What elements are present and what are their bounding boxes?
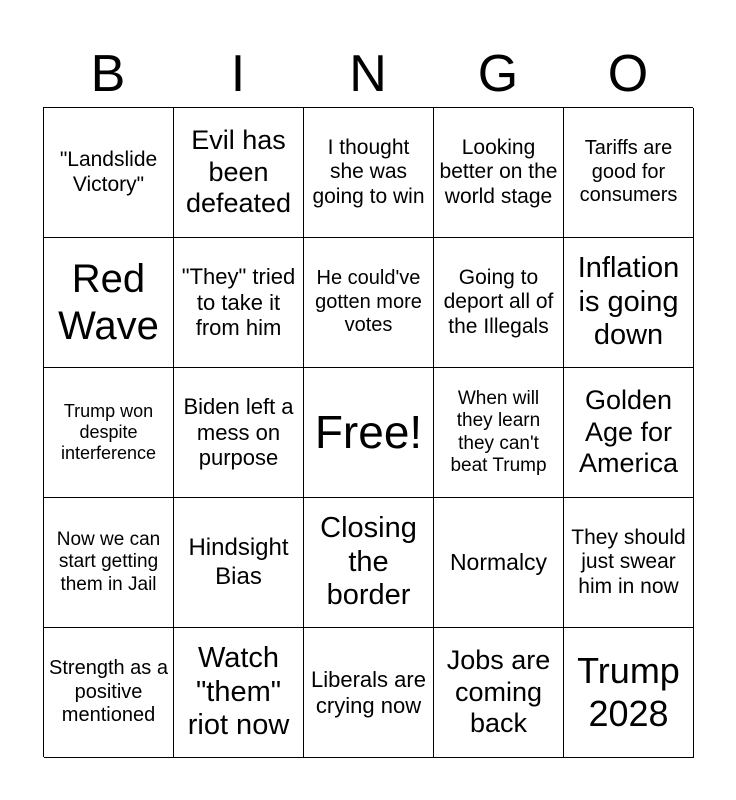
bingo-cell[interactable] bbox=[44, 368, 174, 498]
bingo-cell[interactable] bbox=[434, 238, 564, 368]
bingo-cell[interactable] bbox=[564, 498, 694, 628]
cell-text: Tariffs are good for consumers bbox=[579, 137, 678, 207]
cell-text: He could've gotten more votes bbox=[315, 267, 422, 337]
cell-text: Biden left a mess on purpose bbox=[183, 393, 294, 471]
bingo-cell[interactable] bbox=[44, 108, 174, 238]
bingo-cell[interactable] bbox=[174, 238, 304, 368]
cell-text: Trump won despite interference bbox=[60, 400, 157, 464]
bingo-cell[interactable] bbox=[434, 368, 564, 498]
bingo-cell[interactable] bbox=[44, 628, 174, 758]
cell-text: "Landslide Victory" bbox=[59, 147, 158, 196]
bingo-cell[interactable] bbox=[564, 368, 694, 498]
header-letter-o: O bbox=[607, 45, 649, 103]
bingo-cell[interactable] bbox=[44, 498, 174, 628]
bingo-cell[interactable] bbox=[434, 498, 564, 628]
cell-text: Going to deport all of the Illegals bbox=[443, 265, 554, 338]
cell-text: I thought she was going to win bbox=[312, 135, 425, 208]
cell-text: Watch "them" riot now bbox=[187, 641, 290, 742]
bingo-cell[interactable] bbox=[304, 498, 434, 628]
cell-text: Hindsight Bias bbox=[188, 534, 289, 590]
bingo-cell[interactable] bbox=[174, 628, 304, 758]
cell-text: They should just swear him in now bbox=[571, 525, 686, 598]
cell-text: Golden Age for America bbox=[578, 385, 679, 479]
bingo-cell[interactable] bbox=[434, 628, 564, 758]
bingo-board bbox=[43, 107, 693, 757]
bingo-cell[interactable] bbox=[564, 108, 694, 238]
bingo-cell[interactable] bbox=[304, 108, 434, 238]
bingo-header bbox=[43, 40, 693, 108]
cell-text: Jobs are coming back bbox=[446, 645, 551, 739]
cell-text: Now we can start getting them in Jail bbox=[56, 529, 161, 595]
bingo-cell[interactable] bbox=[174, 108, 304, 238]
bingo-cell[interactable] bbox=[174, 498, 304, 628]
cell-text: Trump 2028 bbox=[577, 650, 680, 734]
bingo-cell[interactable] bbox=[304, 238, 434, 368]
cell-text: Looking better on the world stage bbox=[439, 135, 558, 208]
header-letter-n: N bbox=[349, 45, 387, 103]
cell-text: When will they learn they can't beat Trump bbox=[450, 388, 547, 476]
free-space-text: Free! bbox=[314, 405, 423, 458]
cell-text: Strength as a positive mentioned bbox=[49, 657, 168, 727]
bingo-cell[interactable] bbox=[174, 368, 304, 498]
bingo-cell[interactable] bbox=[564, 628, 694, 758]
cell-text: Inflation is going down bbox=[577, 251, 680, 352]
bingo-cell[interactable] bbox=[434, 108, 564, 238]
bingo-cell[interactable] bbox=[304, 628, 434, 758]
free-space-cell[interactable] bbox=[304, 368, 434, 498]
header-letter-b: B bbox=[90, 45, 126, 103]
cell-text: Red Wave bbox=[58, 256, 159, 348]
cell-text: Closing the border bbox=[320, 511, 417, 612]
header-letter-g: G bbox=[477, 45, 519, 103]
cell-text: "They" tried to take it from him bbox=[181, 263, 296, 341]
cell-text: Evil has been defeated bbox=[185, 125, 292, 219]
cell-text: Normalcy bbox=[449, 549, 548, 576]
bingo-cell[interactable] bbox=[564, 238, 694, 368]
header-letter-i: I bbox=[230, 45, 246, 103]
bingo-cell[interactable] bbox=[44, 238, 174, 368]
cell-text: Liberals are crying now bbox=[311, 666, 426, 718]
